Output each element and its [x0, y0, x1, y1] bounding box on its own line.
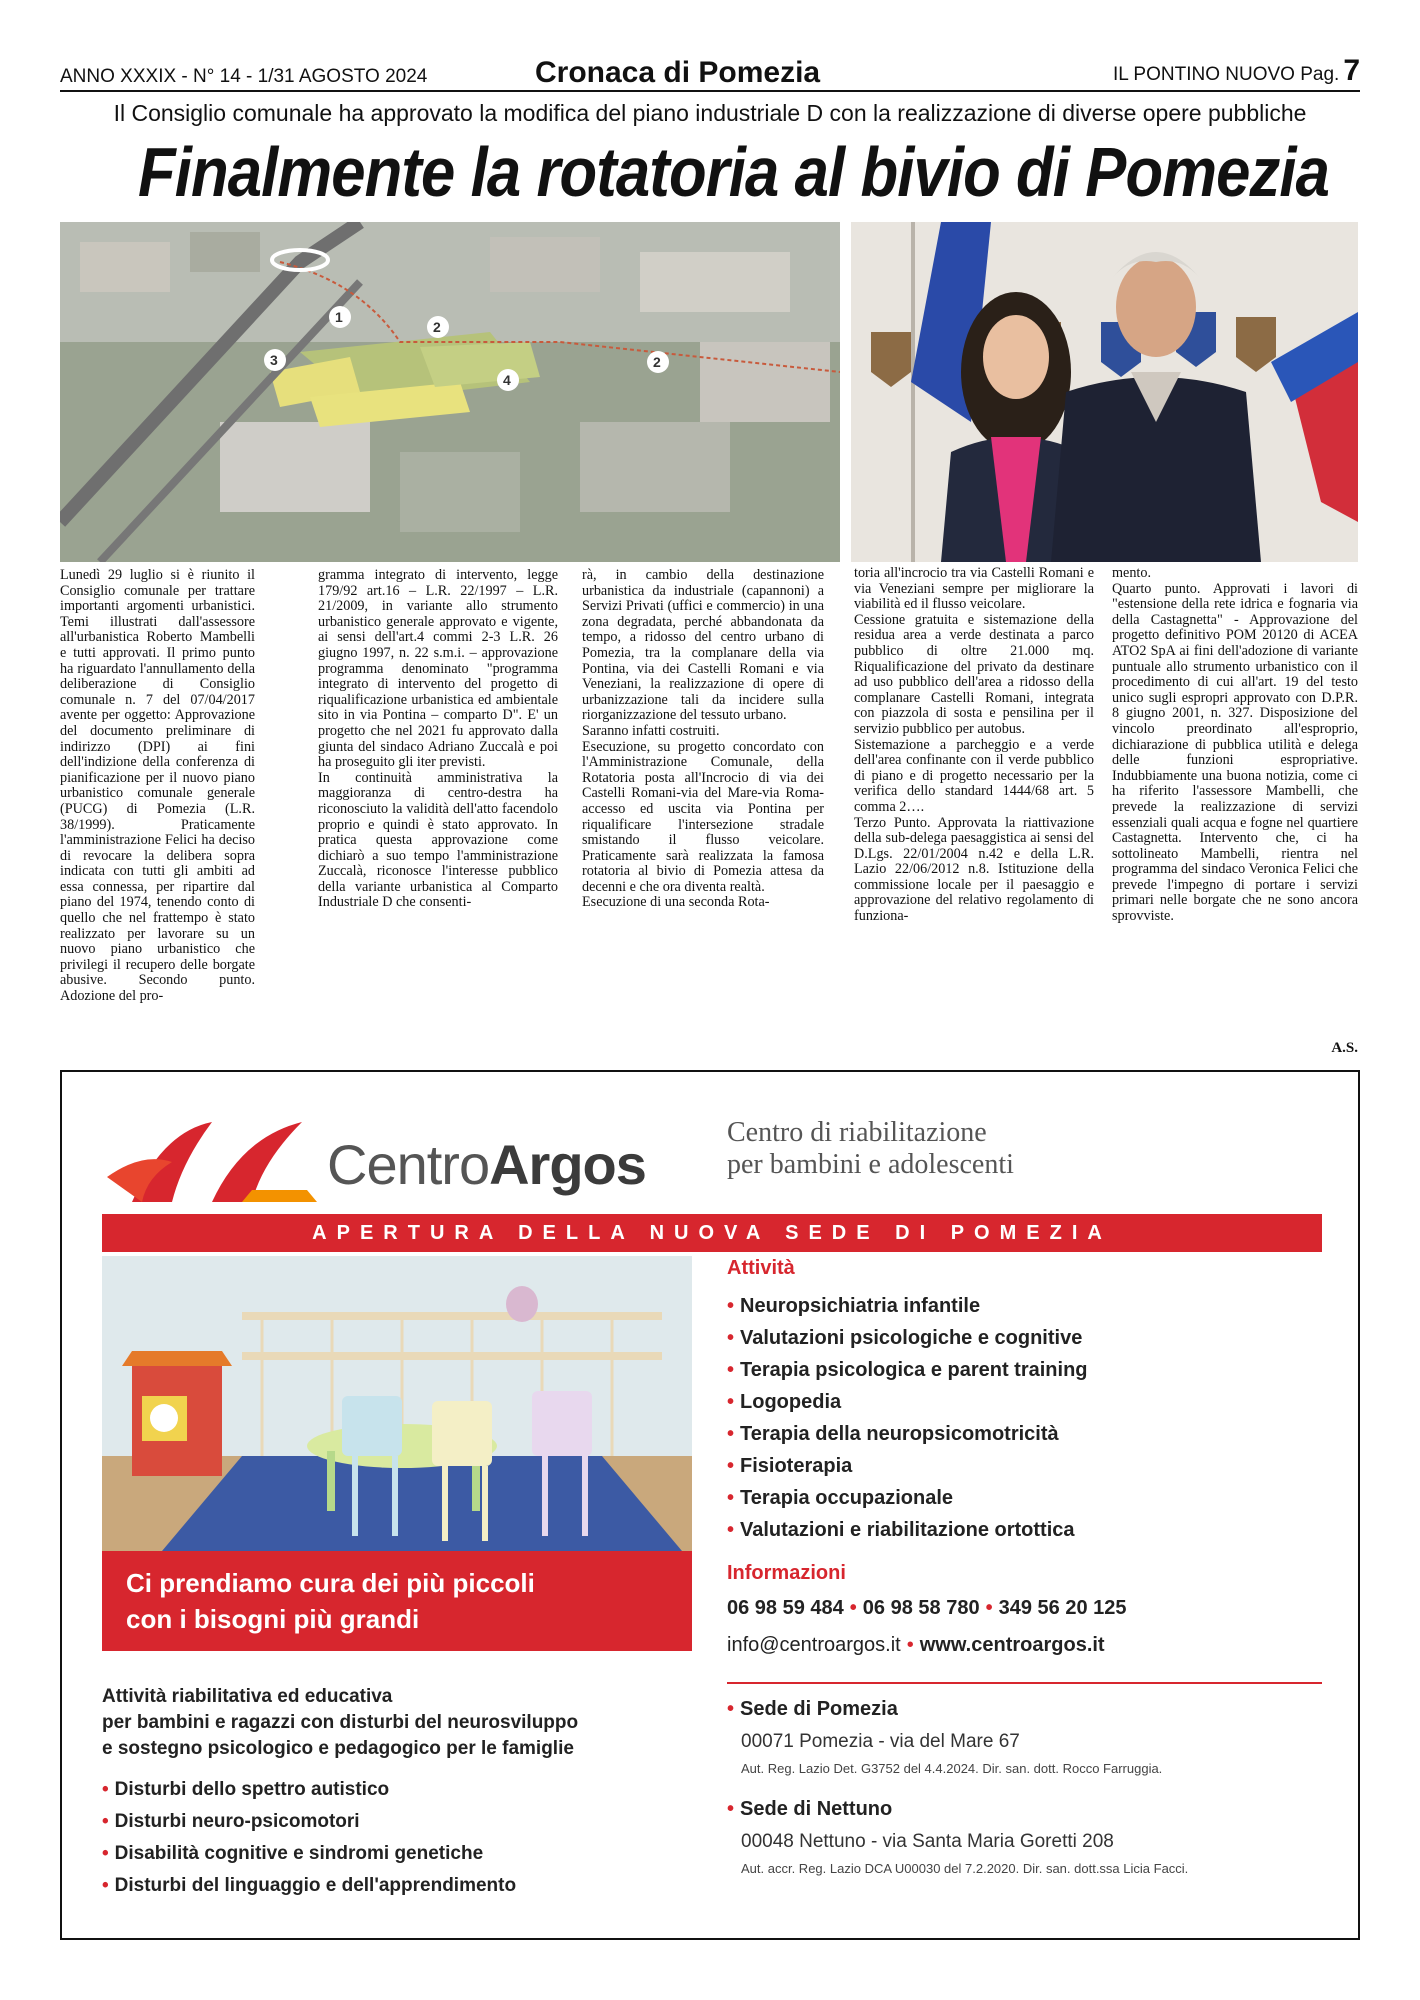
opening-banner: APERTURA DELLA NUOVA SEDE DI POMEZIA: [102, 1214, 1322, 1252]
section-title: Cronaca di Pomezia: [535, 56, 821, 89]
bullet-icon: •: [727, 1519, 735, 1541]
disorder-label: Disturbi neuro-psicomotori: [114, 1811, 360, 1832]
article-col4-p1: toria all'incrocio tra via Castelli Romani e via Veneziani sempre per migliorare la viabilità ed il flusso veicolare.: [854, 565, 1094, 613]
rehab-heading: [102, 1684, 692, 1762]
masthead: [60, 54, 1360, 92]
issue-info: ANNO XXXIX - N° 14 - 1/31 AGOSTO 2024: [60, 66, 428, 87]
list-item: [727, 1418, 1327, 1450]
article-col3-p3: Esecuzione, su progetto concordato con l'Amministrazione Comunale, della Rotatoria posta all'Incrocio di via dei Castelli Romani-via del Mare-via Roma-accesso ed uscita via Pontina per riqualificare l'intersezione stradale smistando il flusso veicolare. Praticamente sarà realizzata la famosa rotatoria al bivio di Pomezia attesa da decenni e che ora diventa realtà.: [582, 738, 824, 895]
bullet-icon: •: [727, 1798, 735, 1820]
bullet-icon: •: [727, 1327, 735, 1349]
centroargos-advertisement: [60, 1070, 1360, 1940]
list-item: [102, 1838, 692, 1870]
list-item: [727, 1386, 1327, 1418]
article-column-1: [60, 568, 255, 1005]
disorder-label: Disabilità cognitive e sindromi genetiche: [114, 1843, 484, 1864]
article-col3-p1: rà, in cambio della destinazione urbanistica da industriale (capannoni) a Servizi Privati (uffici e commercio) in una zona degradata, perché abbandonata da tempo, a ridosso del centro urbano di Pomezia, tra la complanare della via Pontina, via dei Castelli Romani e via Veneziani, la realizzazione di opere di urbanizzazione tali da incidere sulla riorganizzazione del tessuto urbano.: [582, 567, 824, 724]
location-pomezia: [727, 1698, 1327, 1776]
article-col4-p2: Cessione gratuita e sistemazione della residua area a verde destinata a parco pubblico di oltre 21.000 mq. Riqualificazione del privato da destinare ad uso pubblico dell'area a ridosso della complanare Castelli Romani, integrata con piazzola di sosta e pensilina per il servizio pubblico per autobus.: [854, 611, 1094, 737]
article-col1-text: Lunedì 29 luglio si è riunito il Consiglio comunale per trattare importanti argomenti urbanistici. Temi illustrati dall'assessore all'urbanistica Roberto Mambelli e tutti approvati. Il primo punto ha riguardato l'annullamento della deliberazione di Consiglio comunale n. 7 del 07/04/2017 avente per oggetto: Approvazione del documento preliminare di indirizzo (DPI) ai fini dell'indizione della conferenza di pianificazione per il nuovo piano urbanistico comunale generale (PUCG) di Pomezia (L.R. 38/1999). Praticamente l'amministrazione Felici ha deciso di revocare la delibera sopra indicata con tutti gli ambiti ad essa connessa, per ripartire dal piano del 1974, tenendo conto di quello che nel frattempo è stato realizzato per lavorare su un nuovo piano urbanistico che privilegi il recupero delle borgate abusive. Secondo punto. Adozione del pro-: [60, 567, 255, 1005]
article-col4-p3: Sistemazione a parcheggio e a verde dell'area confinante con il verde pubblico di piano e di progetto necessario per la verifica dello standard 1444/68 art. 5 comma 2….: [854, 736, 1094, 815]
list-item: [727, 1514, 1327, 1546]
location-name: Sede di Nettuno: [740, 1798, 893, 1820]
list-item: [102, 1806, 692, 1838]
article-signature: A.S.: [1331, 1040, 1358, 1056]
slogan-line-2: con i bisogni più grandi: [126, 1604, 420, 1634]
article-column-5: [1112, 566, 1358, 925]
bullet-icon: •: [102, 1779, 109, 1800]
phone-numbers: [727, 1597, 1327, 1620]
disorder-label: Disturbi dello spettro autistico: [114, 1779, 390, 1800]
brand-tagline: [727, 1117, 1014, 1181]
list-item: [727, 1354, 1327, 1386]
bullet-icon: •: [727, 1487, 735, 1509]
officials-photo: [851, 222, 1358, 562]
slogan-line-1: Ci prendiamo cura dei più piccoli: [126, 1568, 535, 1598]
brand-name: [327, 1132, 646, 1197]
article-column-2: [318, 568, 558, 911]
list-item: [102, 1870, 692, 1902]
activity-label: Fisioterapia: [740, 1455, 853, 1477]
page-number: 7: [1343, 54, 1360, 87]
activity-label: Terapia psicologica e parent training: [740, 1359, 1088, 1381]
location-nettuno: [727, 1798, 1327, 1876]
map-label-5: 2: [653, 354, 661, 370]
brand-tagline-line-1: Centro di riabilitazione: [727, 1117, 987, 1148]
location-address: 00048 Nettuno - via Santa Maria Goretti 208: [741, 1831, 1114, 1852]
divider: [727, 1682, 1322, 1684]
map-label-4: 4: [503, 372, 511, 388]
article-col4-p4: Terzo Punto. Approvata la riattivazione della sub-delega paesaggistica ai sensi del D.Lgs. 22/01/2004 n.42 e della L.R. Lazio 22/06/2012 n.8. Istituzione della commissione locale per il paesaggio e approvazione del relativo regolamento di funziona-: [854, 814, 1094, 925]
disorder-label: Disturbi del linguaggio e dell'apprendimento: [114, 1875, 517, 1896]
map-label-2: 2: [433, 319, 441, 335]
activity-label: Logopedia: [740, 1391, 842, 1413]
map-label-3: 3: [270, 352, 278, 368]
location-authorization: Aut. Reg. Lazio Det. G3752 del 4.4.2024. Dir. san. dott. Rocco Farruggia.: [741, 1761, 1163, 1776]
phone-link-2[interactable]: 06 98 58 780: [862, 1597, 980, 1619]
rehab-description: [102, 1684, 692, 1902]
article-col5-p1: mento.: [1112, 565, 1152, 581]
officials-photo-drawing: [851, 222, 1358, 562]
bullet-icon: •: [727, 1391, 735, 1413]
article-column-3: [582, 568, 824, 911]
bullet-icon: •: [727, 1698, 735, 1720]
centroargos-logo-icon: [102, 1102, 352, 1212]
disorders-list: [102, 1774, 692, 1902]
bullet-icon: •: [906, 1634, 914, 1656]
article-col3-p4: Esecuzione di una seconda Rota-: [582, 894, 770, 911]
paper-page: [1113, 54, 1360, 88]
article-kicker: Il Consiglio comunale ha approvato la modifica del piano industriale D con la realizzazione di diverse opere pubbliche: [113, 100, 1307, 126]
list-item: [727, 1322, 1327, 1354]
article-col3-p2: Saranno infatti costruiti.: [582, 722, 720, 739]
location-authorization: Aut. accr. Reg. Lazio DCA U00030 del 7.2.2020. Dir. san. dott.ssa Licia Facci.: [741, 1861, 1189, 1876]
bullet-icon: •: [849, 1597, 857, 1619]
paper-name: IL PONTINO NUOVO Pag.: [1113, 64, 1340, 85]
location-title: [727, 1798, 1327, 1821]
brand-name-bold: Argos: [489, 1133, 646, 1196]
phone-link-1[interactable]: 06 98 59 484: [727, 1597, 844, 1619]
map-label-1: 1: [335, 309, 343, 325]
rehab-heading-line-2: per bambini e ragazzi con disturbi del neurosviluppo: [102, 1712, 579, 1733]
aerial-map-drawing: [60, 222, 840, 562]
bullet-icon: •: [102, 1875, 109, 1896]
bullet-icon: •: [102, 1843, 109, 1864]
brand-tagline-line-2: per bambini e adolescenti: [727, 1149, 1014, 1180]
web-contacts: [727, 1634, 1327, 1657]
rehab-heading-line-1: Attività riabilitativa ed educativa: [102, 1686, 393, 1707]
list-item: [727, 1482, 1327, 1514]
list-item: [727, 1290, 1327, 1322]
aerial-map-photo: [60, 222, 840, 562]
bullet-icon: •: [727, 1295, 735, 1317]
activity-label: Neuropsichiatria infantile: [740, 1295, 981, 1317]
bullet-icon: •: [727, 1423, 735, 1445]
email-link[interactable]: info@centroargos.it: [727, 1634, 901, 1656]
list-item: [102, 1774, 692, 1806]
info-title: Informazioni: [727, 1562, 846, 1584]
location-address: 00071 Pomezia - via del Mare 67: [741, 1731, 1020, 1752]
locations: [727, 1698, 1327, 1898]
activity-label: Valutazioni e riabilitazione ortottica: [740, 1519, 1075, 1541]
website-link[interactable]: www.centroargos.it: [919, 1634, 1105, 1656]
therapy-room-drawing: [102, 1256, 692, 1551]
article-col2-p1: gramma integrato di intervento, legge 179/92 art.16 – L.R. 22/1997 – L.R. 21/2009, in variante allo strumento urbanistico generale approvato e vigente, ai sensi dell'art.4 commi 2-3 L.R. 26 giugno 1997, n. 22 s.m.i. – approvazione programma denominato "programma integrato di intervento del progetto di riqualificazione urbanistica ed ambientale sito in via Pontina – comparto D". E' un progetto che nel 2021 fu approvato dalla giunta del sindaco Adriano Zuccalà e poi ha proseguito gli iter previsti.: [318, 567, 558, 771]
article-column-4: [854, 566, 1094, 925]
article-headline: Finalmente la rotatoria al bivio di Pomezia: [138, 133, 1330, 211]
location-name: Sede di Pomezia: [740, 1698, 898, 1720]
activity-label: Valutazioni psicologiche e cognitive: [740, 1327, 1083, 1349]
brand-name-light: Centro: [327, 1133, 490, 1196]
bullet-icon: •: [985, 1597, 993, 1619]
activity-label: Terapia occupazionale: [740, 1487, 954, 1509]
bullet-icon: •: [727, 1455, 735, 1477]
rehab-heading-line-3: e sostegno psicologico e pedagogico per le famiglie: [102, 1738, 574, 1759]
location-title: [727, 1698, 1327, 1721]
bullet-icon: •: [102, 1811, 109, 1832]
contact-info: [727, 1562, 1327, 1657]
activities-title: Attività: [727, 1257, 795, 1279]
slogan-box: [102, 1551, 692, 1651]
phone-link-3[interactable]: 349 56 20 125: [998, 1597, 1127, 1619]
bullet-icon: •: [727, 1359, 735, 1381]
article-col5-p2: Quarto punto. Approvati i lavori di "estensione della rete idrica e fognaria via della Castagnetta" - Approvazione del progetto definitivo POM 20120 di ACEA ATO2 SpA ai fini dell'adozione di variante puntuale allo strumento urbanistico con il procedimento di cui all'art. 19 del testo unico sugli espropri approvato con D.P.R. 8 giugno 2001, n. 327. Disposizione del vincolo preordinato all'esproprio, dichiarazione di pubblica utilità e delega delle funzioni espropriative. Indubbiamente una buona notizia, come ci ha riferito l'assessore Mambelli, che prevede la realizzazione di servizi essenziali quali acqua e fogne nel quartiere Castagnetta. Intervento che, ci ha sottolineato Mambelli, rientra nel programma del sindaco Veronica Felici che prevede l'impegno di portare i servizi primari nelle borgate che ne sono ancora sprovviste.: [1112, 580, 1358, 925]
article-col2-p2: In continuità amministrativa la maggioranza di centro-destra ha riconosciuto la validità dell'atto facendolo proprio e quindi è stato approvato. In pratica questa approvazione come dichiarò a suo tempo l'amministrazione Zuccalà, riconosce l'interesse pubblico della variante urbanistica al Comparto Industriale D che consenti-: [318, 769, 558, 911]
activity-label: Terapia della neuropsicomotricità: [740, 1423, 1059, 1445]
list-item: [727, 1450, 1327, 1482]
activities-list: [727, 1257, 1327, 1546]
